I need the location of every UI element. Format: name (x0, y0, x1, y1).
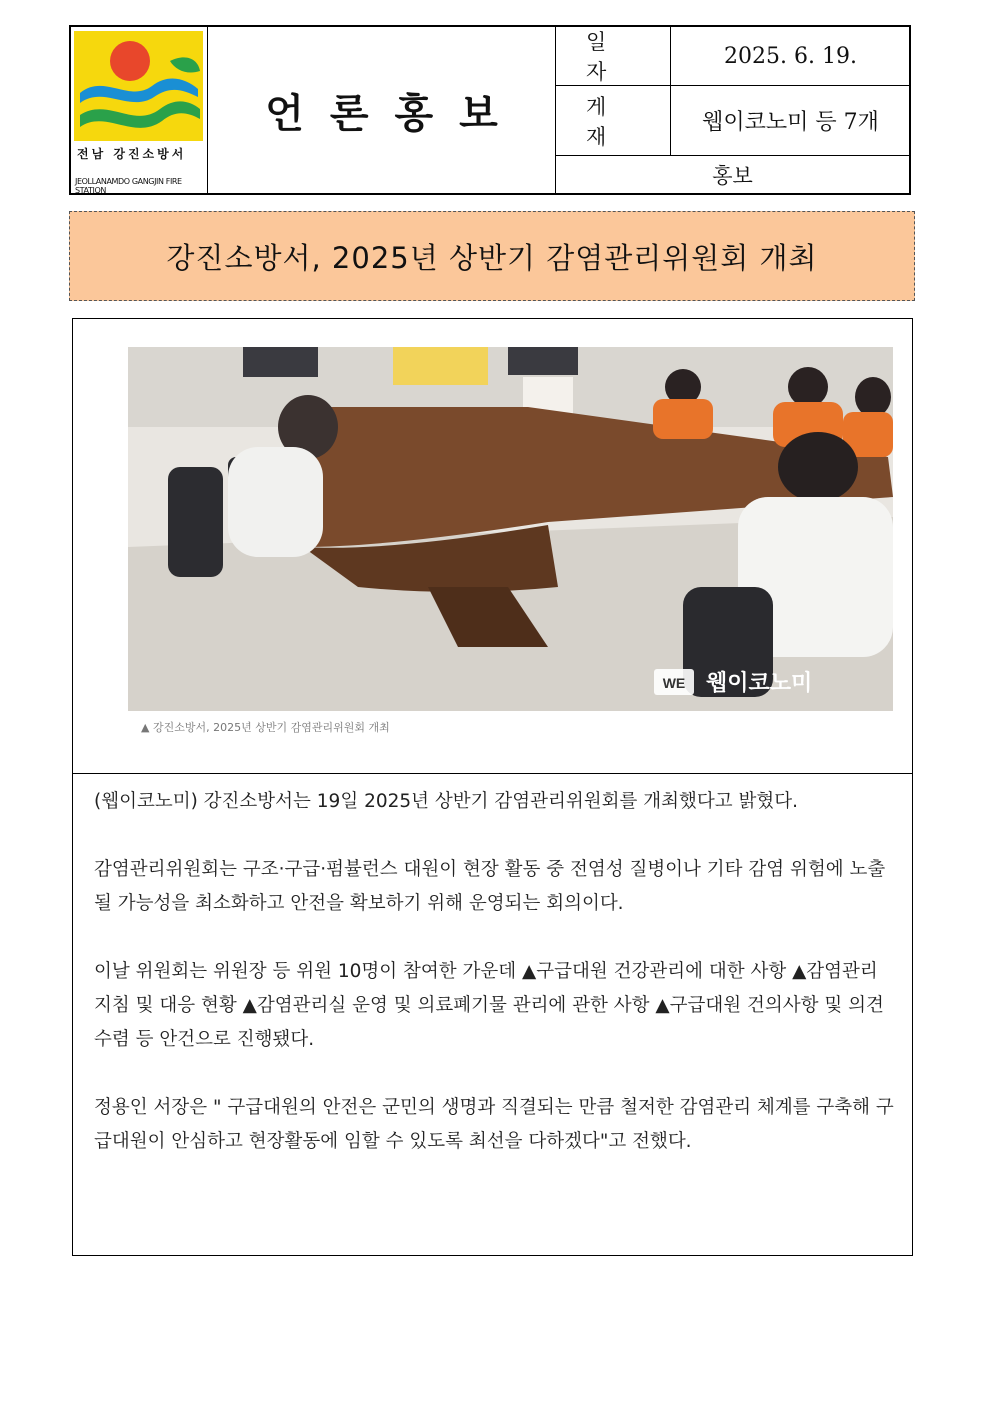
press-header-table (69, 25, 911, 195)
publish-value: 웹이코노미 등 7개 (702, 110, 879, 135)
fire-station-logo-icon (74, 31, 203, 141)
article-box (72, 318, 913, 1256)
meeting-photo (128, 347, 893, 711)
body-paragraph-2: 감염관리위원회는 구조·구급·펌뷸런스 대원이 현장 활동 중 전염성 질병이나 기타 감염 위험에 노출될 가능성을 최소화하고 안전을 확보하기 위해 운영되는 회의이다. (94, 859, 886, 914)
body-paragraph-4: 정용인 서장은 " 구급대원의 안전은 군민의 생명과 직결되는 만큼 철저한 감염관리 체계를 구축해 구급대원이 안심하고 현장활동에 임할 수 있도록 최선을 다하겠다"고 전했다. (94, 1097, 894, 1152)
headline-banner (69, 211, 915, 301)
page-title: 언론홍보 (265, 89, 524, 137)
date-row (556, 27, 909, 86)
body-paragraph-3: 이날 위원회는 위원장 등 위원 10명이 참여한 가운데 ▲구급대원 건강관리에 대한 사항 ▲감염관리 지침 및 대응 현황 ▲감염관리실 운영 및 의료폐기물 관리에 관한 사항 ▲구급대원 건의사항 및 의견수렴 등 안건으로 진행됐다. (94, 961, 884, 1050)
date-label: 일자 (556, 27, 671, 85)
photo-section (73, 319, 912, 774)
logo-prefix: 전남 (77, 147, 107, 161)
logo-korean-name (77, 145, 186, 162)
photo-caption: ▲ 강진소방서, 2025년 상반기 감염관리위원회 개최 (141, 721, 390, 734)
logo-cell (71, 27, 208, 193)
publish-label: 게재 (556, 86, 671, 155)
body-paragraph-1: (웹이코노미) 강진소방서는 19일 2025년 상반기 감염관리위원회를 개최했다고 밝혔다. (94, 791, 798, 812)
watermark (654, 669, 812, 696)
watermark-badge: WE (662, 675, 686, 691)
title-cell (208, 27, 556, 193)
watermark-text: 웹이코노미 (706, 671, 813, 696)
logo-station-name: 강진소방서 (113, 147, 187, 161)
logo-english-name: JEOLLANAMDO GANGJIN FIRE STATION (75, 177, 182, 195)
article-body (94, 785, 894, 1193)
department-label: 홍보 (712, 163, 753, 188)
date-value: 2025. 6. 19. (724, 43, 857, 69)
headline: 강진소방서, 2025년 상반기 감염관리위원회 개최 (166, 240, 818, 275)
publish-row (556, 86, 909, 156)
